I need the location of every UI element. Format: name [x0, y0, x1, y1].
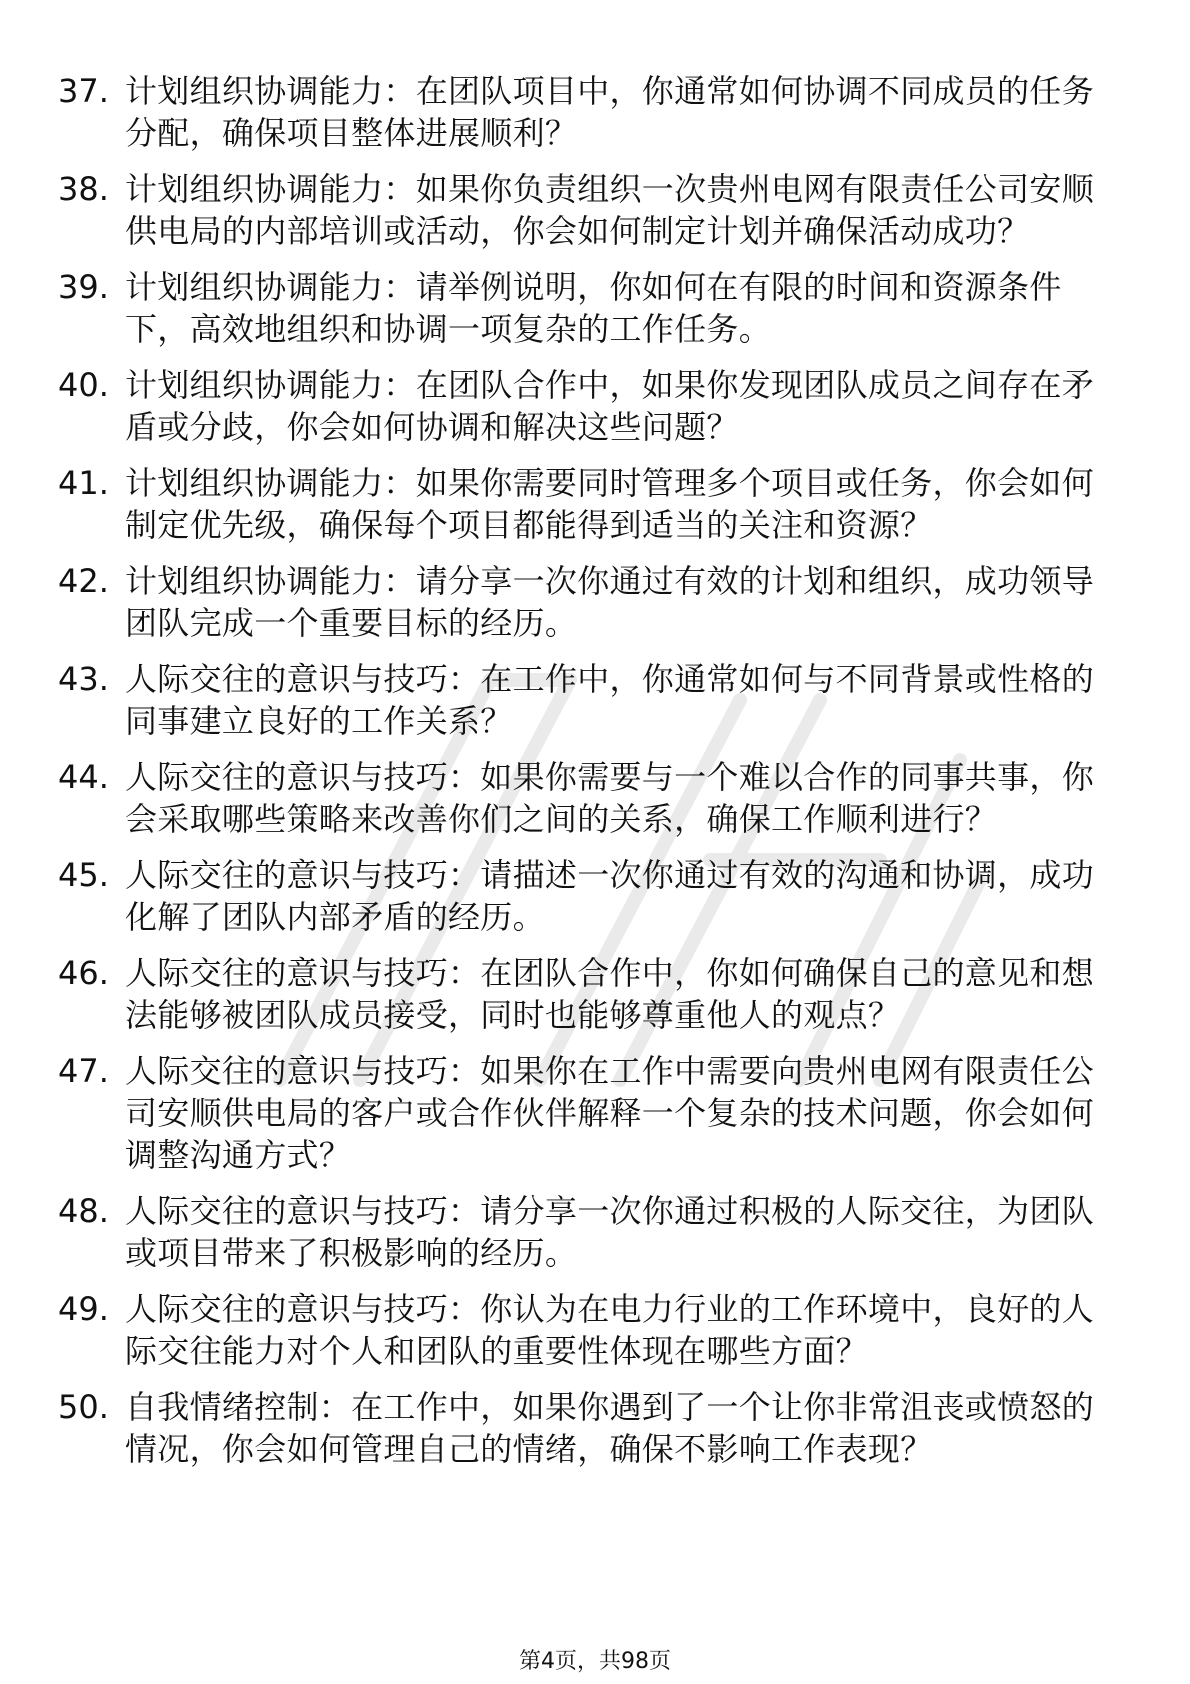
- question-item: [58, 952, 1118, 1036]
- question-text: 人际交往的意识与技巧：请描述一次你通过有效的沟通和协调，成功化解了团队内部矛盾的经历。: [125, 856, 1095, 936]
- question-item: [58, 560, 1118, 644]
- question-text: 计划组织协调能力：在团队项目中，你通常如何协调不同成员的任务分配，确保项目整体进展顺利？: [125, 72, 1095, 152]
- question-number: 46.: [58, 954, 109, 992]
- question-text: 自我情绪控制：在工作中，如果你遇到了一个让你非常沮丧或愤怒的情况，你会如何管理自己的情绪，确保不影响工作表现？: [125, 1388, 1095, 1468]
- question-number: 44.: [58, 758, 109, 796]
- question-number: 41.: [58, 464, 109, 502]
- question-item: [58, 266, 1118, 350]
- question-item: [58, 854, 1118, 938]
- question-text: 计划组织协调能力：请分享一次你通过有效的计划和组织，成功领导团队完成一个重要目标的经历。: [125, 562, 1095, 642]
- question-text: 人际交往的意识与技巧：在工作中，你通常如何与不同背景或性格的同事建立良好的工作关系？: [125, 660, 1095, 740]
- question-number: 39.: [58, 268, 109, 306]
- question-number: 47.: [58, 1052, 109, 1090]
- question-number: 40.: [58, 366, 109, 404]
- question-item: [58, 70, 1118, 154]
- page-number-label: 第4页，共98页: [519, 1649, 671, 1674]
- question-text: 计划组织协调能力：在团队合作中，如果你发现团队成员之间存在矛盾或分歧，你会如何协调和解决这些问题？: [125, 366, 1095, 446]
- question-number: 42.: [58, 562, 109, 600]
- question-text: 计划组织协调能力：如果你需要同时管理多个项目或任务，你会如何制定优先级，确保每个项目都能得到适当的关注和资源？: [125, 464, 1095, 544]
- question-item: [58, 462, 1118, 546]
- question-text: 计划组织协调能力：请举例说明，你如何在有限的时间和资源条件下，高效地组织和协调一项复杂的工作任务。: [125, 268, 1062, 348]
- question-number: 43.: [58, 660, 109, 698]
- question-number: 38.: [58, 170, 109, 208]
- question-text: 人际交往的意识与技巧：在团队合作中，你如何确保自己的意见和想法能够被团队成员接受，同时也能够尊重他人的观点？: [125, 954, 1095, 1034]
- question-text: 人际交往的意识与技巧：如果你需要与一个难以合作的同事共事，你会采取哪些策略来改善你们之间的关系，确保工作顺利进行？: [125, 758, 1095, 838]
- page-footer: [0, 1648, 1190, 1676]
- question-number: 49.: [58, 1290, 109, 1328]
- question-item: [58, 1288, 1118, 1372]
- question-item: [58, 1386, 1118, 1470]
- question-text: 人际交往的意识与技巧：请分享一次你通过积极的人际交往，为团队或项目带来了积极影响的经历。: [125, 1192, 1095, 1272]
- question-number: 45.: [58, 856, 109, 894]
- question-text: 人际交往的意识与技巧：如果你在工作中需要向贵州电网有限责任公司安顺供电局的客户或合作伙伴解释一个复杂的技术问题，你会如何调整沟通方式？: [125, 1052, 1095, 1174]
- question-number: 48.: [58, 1192, 109, 1230]
- question-text: 人际交往的意识与技巧：你认为在电力行业的工作环境中，良好的人际交往能力对个人和团队的重要性体现在哪些方面？: [125, 1290, 1095, 1370]
- question-item: [58, 756, 1118, 840]
- question-list: [58, 70, 1118, 1484]
- question-item: [58, 658, 1118, 742]
- question-item: [58, 364, 1118, 448]
- question-text: 计划组织协调能力：如果你负责组织一次贵州电网有限责任公司安顺供电局的内部培训或活动，你会如何制定计划并确保活动成功？: [125, 170, 1095, 250]
- question-number: 37.: [58, 72, 109, 110]
- question-number: 50.: [58, 1388, 109, 1426]
- question-item: [58, 1190, 1118, 1274]
- question-item: [58, 1050, 1118, 1176]
- question-item: [58, 168, 1118, 252]
